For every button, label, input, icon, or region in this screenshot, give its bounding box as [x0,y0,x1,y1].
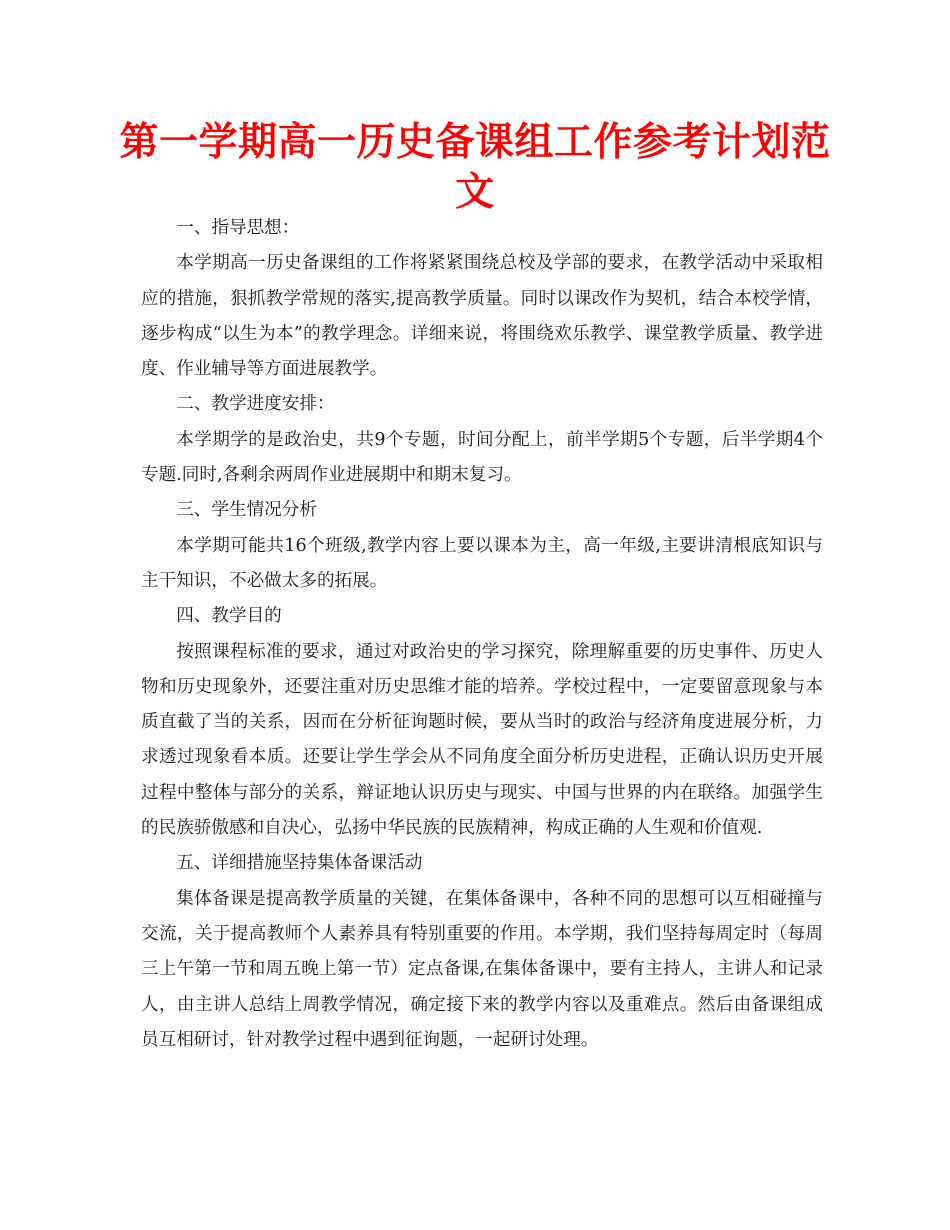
paragraph-schedule: 本学期学的是政治史，共9个专题，时间分配上，前半学期5个专题，后半学期4个专题.同时,各剩余两周作业进展期中和期末复习。 [141,429,823,486]
paragraph-measures: 集体备课是提高教学质量的关键，在集体备课中，各种不同的思想可以互相碰撞与交流，关于提高教师个人素养具有特别重要的作用。本学期，我们坚持每周定时（每周三上午第一节和周五晚上第一节）定点备课,在集体备课中，要有主持人，主讲人和记录人，由主讲人总结上周教学情况，确定接下来的教学内容以及重难点。然后由备课组成员互相研讨，针对教学过程中遇到征询题，一起研讨处理。 [141,888,823,1050]
section-heading-measures: 五、详细措施坚持集体备课活动 [176,853,423,874]
section-heading-student-analysis: 三、学生情况分析 [176,500,317,521]
document-title: 第一学期高一历史备课组工作参考计划范文 [119,120,831,215]
paragraph-teaching-goals: 按照课程标准的要求，通过对政治史的学习探究，除理解重要的历史事件、历史人物和历史现象外，还要注重对历史思维才能的培养。学校过程中，一定要留意现象与本质直截了当的关系，因而在分析征询题时候，要从当时的政治与经济角度进展分析，力求透过现象看本质。还要让学生学会从不同角度全面分析历史进程，正确认识历史开展过程中整体与部分的关系，辩证地认识历史与现实、中国与世界的内在联络。加强学生的民族骄傲感和自决心，弘扬中华民族的民族精神，构成正确的人生观和价值观. [141,641,823,839]
section-heading-teaching-goals: 四、教学目的 [176,606,282,627]
paragraph-guiding-thought: 本学期高一历史备课组的工作将紧紧围绕总校及学部的要求，在教学活动中采取相应的措施，狠抓教学常规的落实,提高教学质量。同时以课改作为契机，结合本校学情，逐步构成“以生为本”的教学理念。详细来说，将围绕欢乐教学、课堂教学质量、教学进度、作业辅导等方面进展教学。 [141,253,823,380]
paragraph-student-analysis: 本学期可能共16个班级,教学内容上要以课本为主，高一年级,主要讲清根底知识与主干知识，不必做太多的拓展。 [141,535,823,591]
section-heading-schedule: 二、教学进度安排： [176,394,335,415]
section-heading-guiding-thought: 一、指导思想： [176,218,300,238]
document-body [141,211,823,1058]
